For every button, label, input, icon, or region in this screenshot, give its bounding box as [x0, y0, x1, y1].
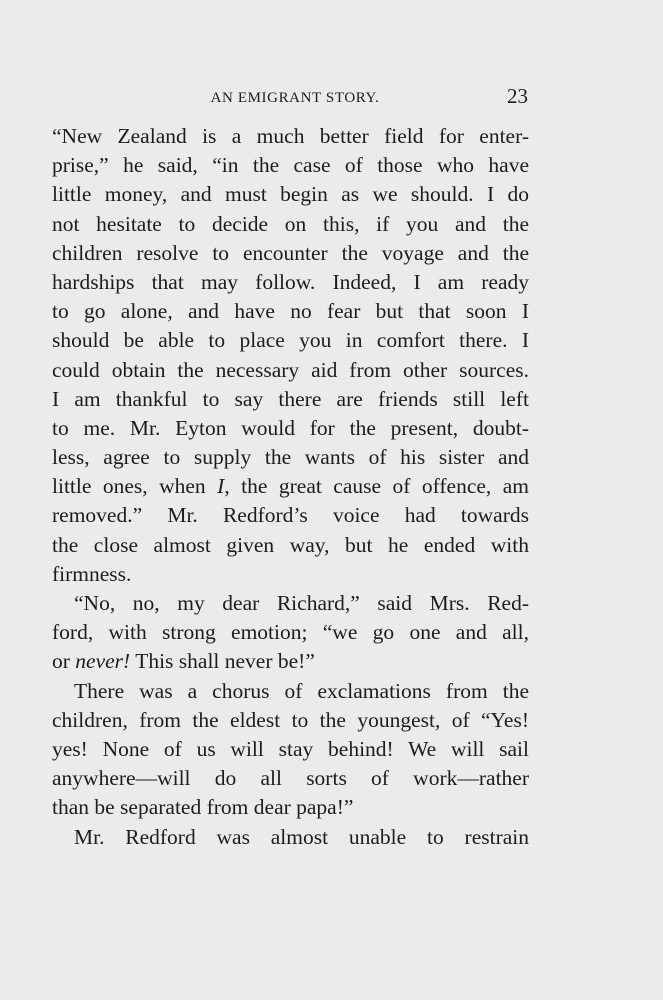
- text-line: There was a chorus of exclamations from the: [74, 678, 529, 703]
- text-line: [52, 472, 529, 501]
- italic-text: I: [217, 474, 225, 499]
- text-line: “No, no, my dear Richard,” said Mrs. Red-: [74, 591, 529, 615]
- text-line: the close almost given way, but he ended with: [52, 532, 529, 557]
- text-fragment: This shall never be!”: [130, 649, 315, 674]
- text-line: than be separated from dear papa!”: [52, 795, 354, 820]
- text-line: children resolve to encounter the voyage and the: [52, 240, 529, 265]
- text-line: children, from the eldest to the youngest, of “Yes!: [52, 707, 529, 732]
- text-line: not hesitate to decide on this, if you and the: [52, 211, 529, 236]
- running-title: AN EMIGRANT STORY.: [210, 90, 380, 106]
- text-line: Mr. Redford was almost unable to restrain: [74, 824, 529, 849]
- page-number: 23: [507, 84, 528, 108]
- text-line: ford, with strong emotion; “we go one and all,: [52, 620, 529, 645]
- text-line: [52, 647, 529, 676]
- italic-text: never!: [75, 649, 131, 674]
- text-fragment: little ones, when: [52, 474, 206, 499]
- text-line: could obtain the necessary aid from other sources.: [52, 357, 529, 382]
- running-head: [0, 84, 663, 112]
- text-line: anywhere—will do all sorts of work—rather: [52, 766, 529, 791]
- text-line: hardships that may follow. Indeed, I am ready: [52, 269, 529, 294]
- text-line: little money, and must begin as we should. I do: [52, 182, 529, 207]
- text-line: removed.” Mr. Redford’s voice had towards: [52, 503, 529, 528]
- text-fragment: , the great cause of offence, am: [224, 474, 530, 499]
- text-fragment: or: [52, 649, 70, 674]
- text-line: prise,” he said, “in the case of those who have: [52, 153, 529, 178]
- text-line: firmness.: [52, 561, 132, 586]
- text-line: I am thankful to say there are friends still left: [52, 386, 529, 411]
- text-line: should be able to place you in comfort there. I: [52, 328, 529, 353]
- text-line: yes! None of us will stay behind! We will sail: [52, 736, 529, 761]
- text-line: “New Zealand is a much better field for enter-: [52, 124, 529, 148]
- body-text: [52, 122, 529, 852]
- text-line: less, agree to supply the wants of his sister and: [52, 445, 529, 470]
- text-line: to go alone, and have no fear but that soon I: [52, 299, 529, 324]
- text-line: to me. Mr. Eyton would for the present, doubt-: [52, 415, 529, 440]
